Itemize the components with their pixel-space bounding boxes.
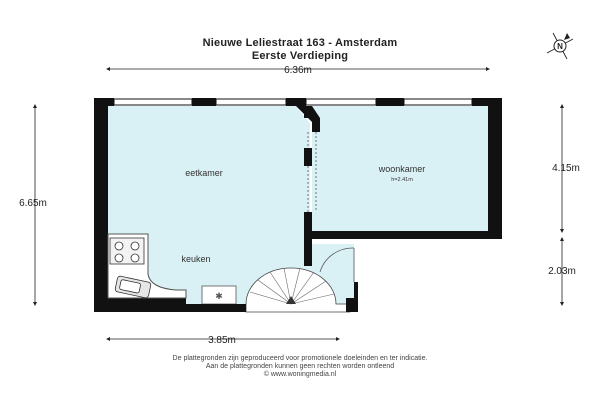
footer-copyright: © www.woningmedia.nl (263, 371, 337, 378)
north-compass-icon (547, 33, 573, 59)
address-title: Nieuwe Leliestraat 163 - Amsterdam (202, 37, 398, 49)
footer-rights: Aan de plattegronden kunnen geen rechten worden ontleend (205, 363, 395, 370)
dim-left (19, 106, 47, 304)
room-eetkamer-label: eetkamer (185, 168, 223, 178)
room-woonkamer-height: h=2.41m (391, 177, 413, 183)
room-keuken-label: keuken (181, 254, 211, 264)
appliance-cabinet (202, 286, 236, 304)
dim-bottom-label: 3.85m (208, 335, 236, 346)
stove-icon (110, 238, 144, 264)
dim-right-upper-label: 4.15m (552, 163, 580, 174)
compass-letter: N (557, 42, 563, 51)
dim-right-lower (548, 239, 576, 304)
dim-top (108, 65, 488, 76)
dim-bottom (108, 335, 338, 346)
floor-title: Eerste Verdieping (251, 50, 349, 62)
room-woonkamer-label: woonkamer (378, 164, 426, 174)
footer-disclaimer: De plattegronden zijn geproduceerd voor promotionele doeleinden en ter indicatie. (172, 355, 428, 362)
svg-text:✱: ✱ (215, 292, 223, 302)
dim-top-label: 6.36m (284, 65, 312, 76)
dim-right-upper (552, 106, 580, 231)
dim-right-lower-label: 2.03m (548, 266, 576, 277)
dim-left-label: 6.65m (19, 198, 47, 209)
